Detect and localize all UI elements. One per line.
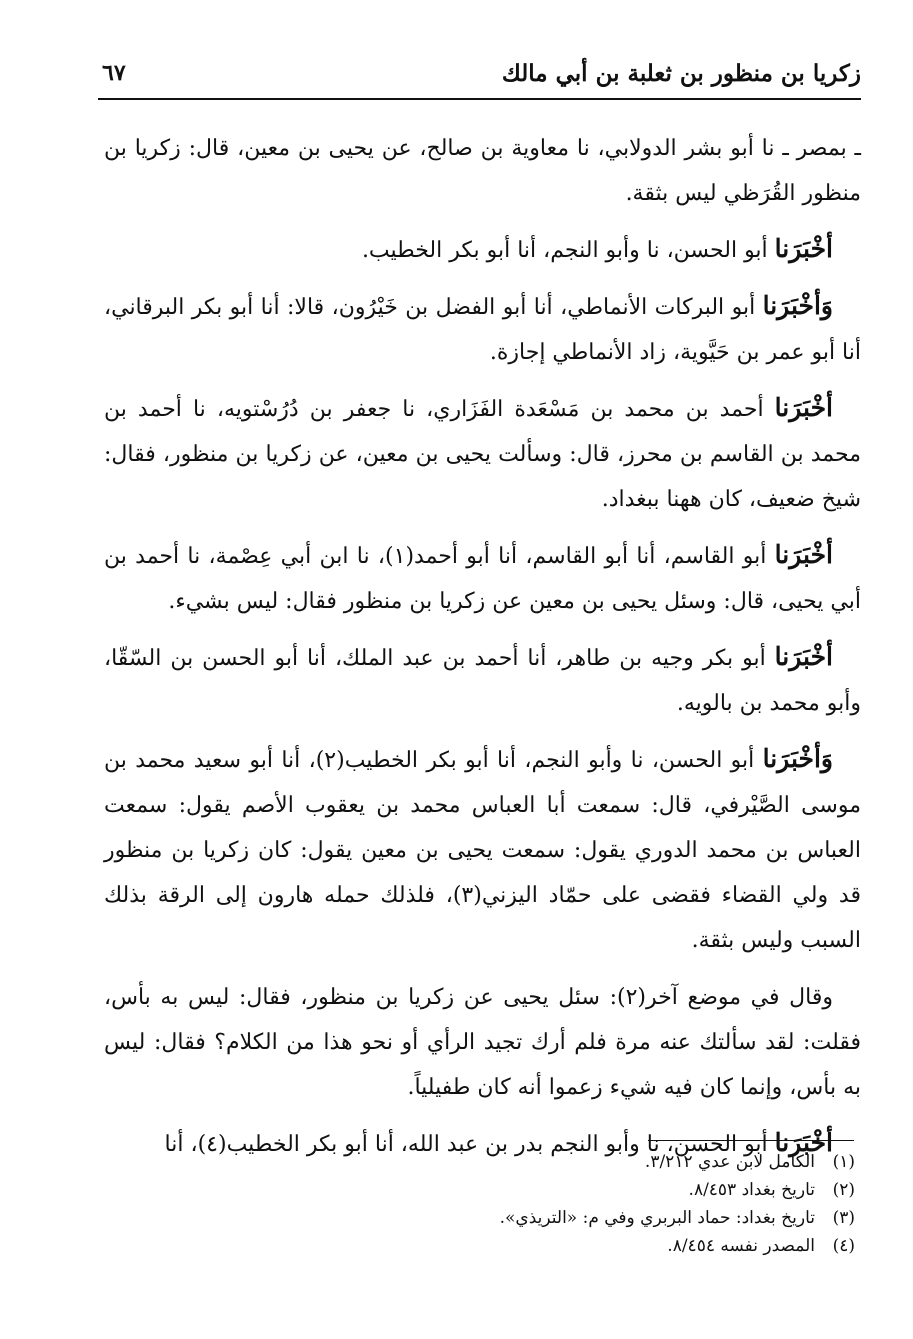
page-header: [98, 58, 861, 100]
footnote-text: تاريخ بغداد ٨/٤٥٣.: [688, 1180, 815, 1200]
page-number: ٦٧: [102, 60, 126, 86]
paragraph: [104, 124, 861, 216]
footnote-number: (١): [832, 1152, 855, 1172]
paragraph-text: أحمد بن محمد بن مَسْعَدة الفَزَاري، نا جعفر بن دُرُسْتويه، نا أحمد بن محمد بن القاسم بن محرز، قال: وسألت يحيى بن معين، عن زكريا بن منظور، فقال: شيخ ضعيف، كان ههنا ببغداد.: [104, 397, 861, 512]
paragraph-lead: أخْبَرَنا: [774, 393, 833, 422]
paragraph: [104, 736, 861, 963]
paragraph: [104, 385, 861, 522]
paragraph-text: أبو البركات الأنماطي، أنا أبو الفضل بن خَيْرُون، قالا: أنا أبو بكر البرقاني، أنا أبو عمر بن حَيَّوية، زاد الأنماطي إجازة.: [104, 295, 861, 365]
footnote-divider: [648, 1140, 854, 1141]
footnote-number: (٣): [832, 1208, 855, 1228]
paragraph-text: أبو القاسم، أنا أبو القاسم، أنا أبو أحمد(١)، نا ابن أبي عِصْمة، نا أحمد بن أبي يحيى، قال: وسئل يحيى بن معين عن زكريا بن منظور فقال: ليس بشيء.: [104, 544, 861, 614]
paragraph-text: أبو الحسن، نا وأبو النجم بدر بن عبد الله، أنا أبو بكر الخطيب(٤)، أنا: [164, 1132, 775, 1157]
paragraph-lead: أخْبَرَنا: [774, 642, 833, 671]
footnote: [95, 1176, 855, 1204]
paragraph: [104, 532, 861, 624]
footnote: [95, 1232, 855, 1260]
paragraph-text: أبو الحسن، نا وأبو النجم، أنا أبو بكر الخطيب.: [361, 238, 775, 263]
paragraph: [104, 283, 861, 375]
paragraph-lead: وَأخْبَرَنا: [762, 744, 833, 773]
paragraph-text: أبو بكر وجيه بن طاهر، أنا أحمد بن عبد الملك، أنا أبو الحسن بن السّقّا، وأبو محمد بن بالويه.: [104, 646, 861, 716]
paragraph: [104, 973, 861, 1110]
running-title: زكريا بن منظور بن ثعلبة بن أبي مالك: [501, 60, 861, 87]
paragraph-text: وقال في موضع آخر(٢): سئل يحيى عن زكريا بن منظور، فقال: ليس به بأس، فقلت: لقد سألتك عنه مرة فلم أرك تجيد الرأي أو نحو هذا من الكلام؟ فقال: ليس به بأس، وإنما كان فيه شيء زعموا أنه كان طفيلياً.: [104, 985, 861, 1100]
footnote-text: المصدر نفسه ٨/٤٥٤.: [667, 1236, 815, 1256]
paragraph-lead: أخْبَرَنا: [774, 234, 833, 263]
footnote: [95, 1204, 855, 1232]
footnote-number: (٤): [832, 1236, 855, 1256]
footnote-number: (٢): [832, 1180, 855, 1200]
paragraph: [104, 226, 861, 273]
main-text: [104, 124, 861, 1177]
footnote-text: تاريخ بغداد: حماد البربري وفي م: «التريذي».: [499, 1208, 815, 1228]
paragraph-lead: وَأخْبَرَنا: [762, 291, 833, 320]
paragraph-lead: أخْبَرَنا: [774, 1128, 833, 1157]
footnote: [95, 1148, 855, 1176]
paragraph: [104, 634, 861, 726]
paragraph-text: أبو الحسن، نا وأبو النجم، أنا أبو بكر الخطيب(٢)، أنا أبو سعيد محمد بن موسى الصَّيْرفي، قال: سمعت أبا العباس محمد بن يعقوب الأصم يقول: سمعت العباس بن محمد الدوري يقول: سمعت يحيى بن معين يقول: كان زكريا بن منظور قد ولي القضاء فقضى على حمّاد اليزني(٣)، فلذلك حمله هارون إلى الرقة بذلك السبب وليس بثقة.: [104, 748, 861, 953]
paragraph-text: ـ بمصر ـ نا أبو بشر الدولابي، نا معاوية بن صالح، عن يحيى بن معين، قال: زكريا بن منظور القُرَظي ليس بثقة.: [104, 136, 861, 206]
paragraph-lead: أخْبَرَنا: [774, 540, 833, 569]
footnotes: [95, 1148, 855, 1260]
footnote-text: الكامل لابن عدي ٣/٢١٢.: [644, 1152, 815, 1172]
